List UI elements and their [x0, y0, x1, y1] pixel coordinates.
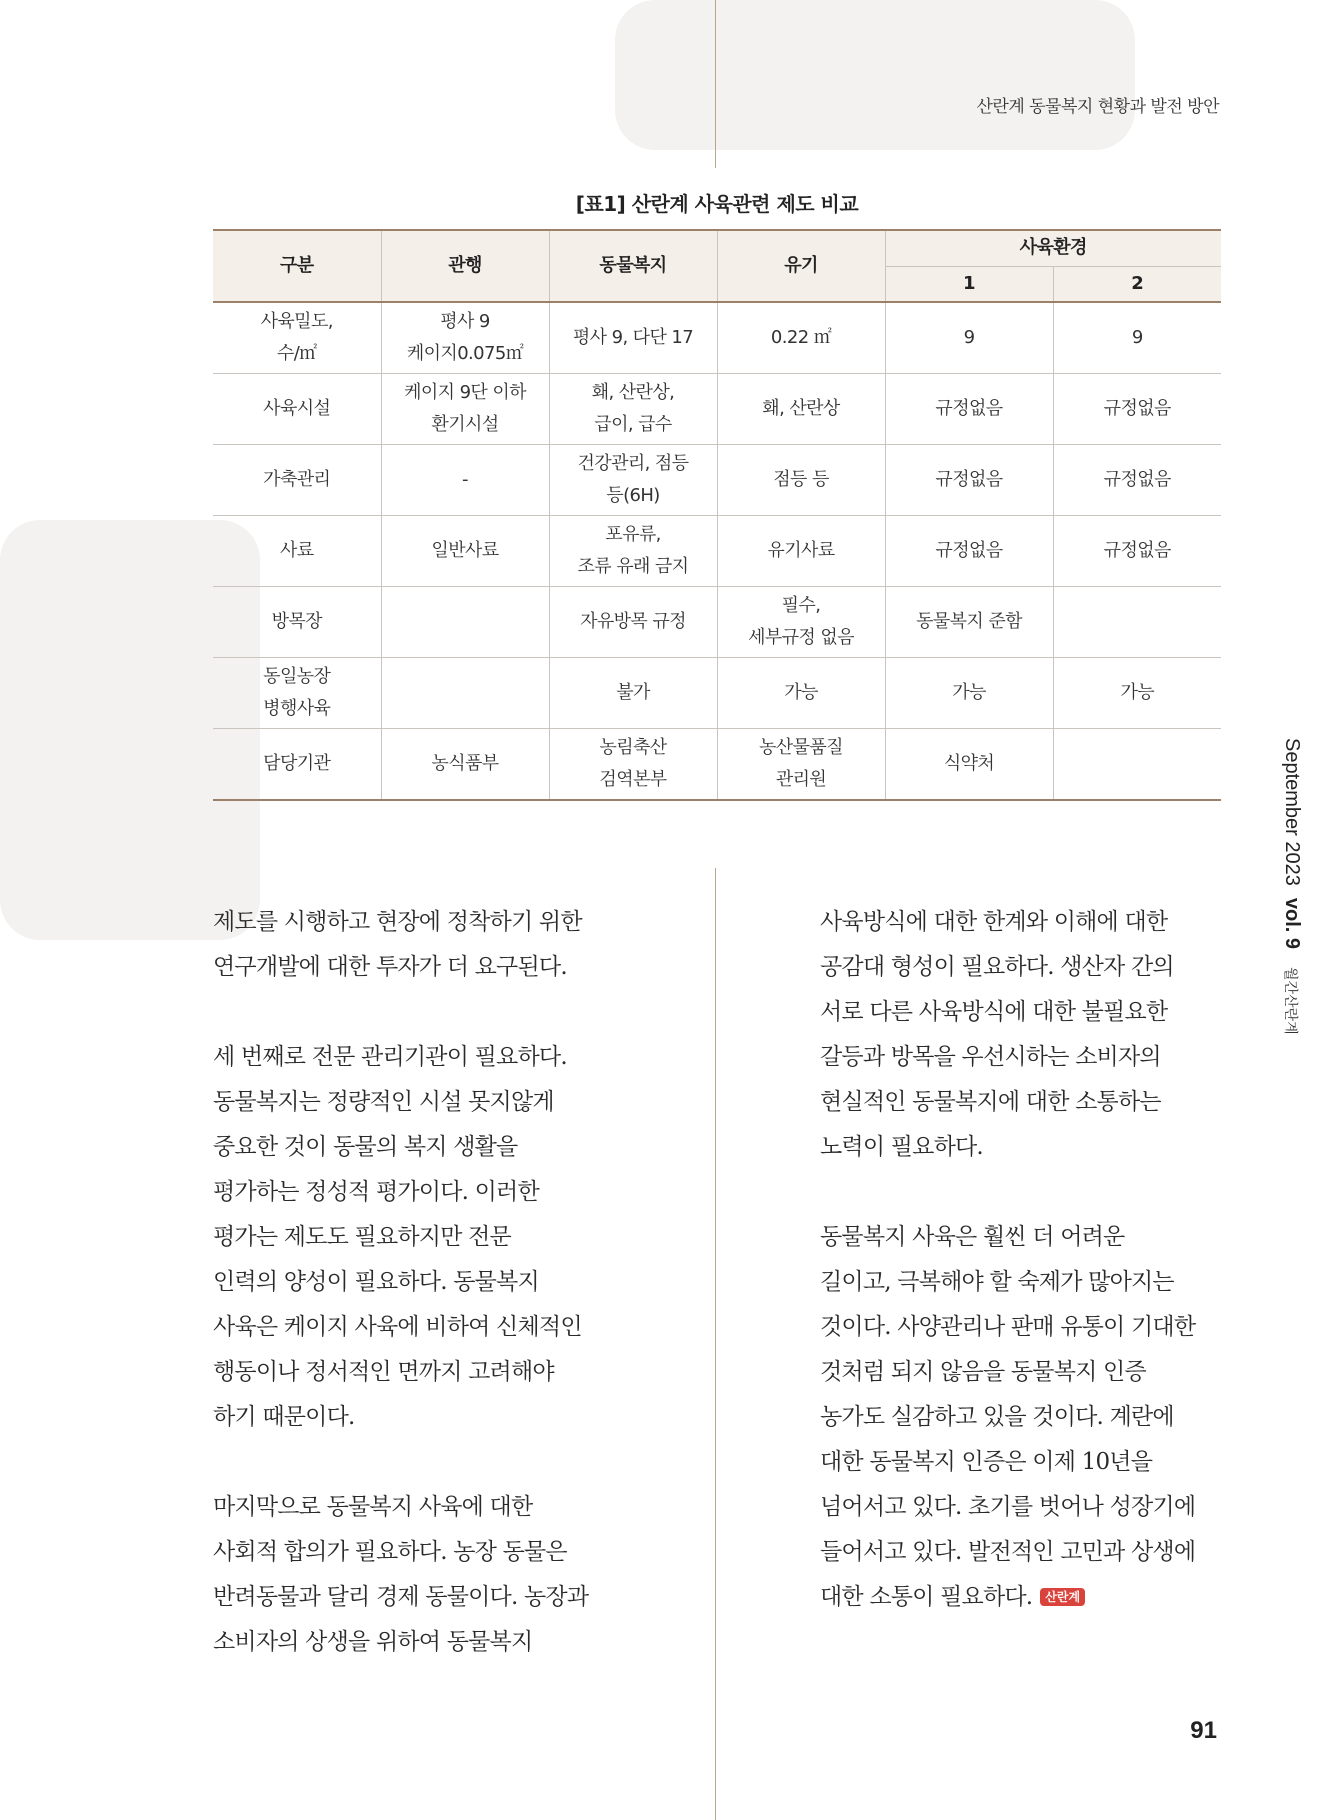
- text-line-content: 들어서고 있다. 발전적인 고민과 상생에: [820, 1539, 1196, 1565]
- text-line-content: 서로 다른 사육방식에 대한 불필요한: [820, 999, 1168, 1025]
- text-line: [820, 1080, 1250, 1125]
- table-cell-text: 사육밀도,: [260, 311, 333, 332]
- top-divider-line: [715, 0, 716, 168]
- table-cell-text: -: [462, 469, 468, 490]
- table-cell-text: 가능: [784, 682, 818, 703]
- text-line-content: 중요한 것이 동물의 복지 생활을: [213, 1134, 518, 1160]
- text-line-content: 제도를 시행하고 현장에 정착하기 위한: [213, 909, 582, 935]
- table-row: [213, 374, 1221, 445]
- text-line: [213, 1530, 643, 1575]
- issue-volume: vol. 9: [1281, 897, 1303, 950]
- text-line: [213, 1080, 643, 1125]
- table-cell: [1053, 516, 1221, 587]
- text-line: [820, 1395, 1250, 1440]
- text-line: [820, 990, 1250, 1035]
- table-cell: [885, 374, 1053, 445]
- text-line: [213, 1305, 643, 1350]
- text-line: [820, 1215, 1250, 1260]
- table-row: [213, 658, 1221, 729]
- table-cell-text: 병행사육: [263, 698, 331, 719]
- table-cell: [549, 658, 717, 729]
- table-cell: [381, 516, 549, 587]
- table-caption: [표1] 산란계 사육관련 제도 비교: [575, 192, 859, 216]
- text-line: [213, 1575, 643, 1620]
- text-line: [820, 1530, 1250, 1575]
- table-cell-text: 점등 등: [773, 469, 829, 490]
- table-cell-text: 규정없음: [1103, 469, 1171, 490]
- table-cell-text: 사료: [279, 540, 314, 561]
- table-cell-text: 방목장: [271, 611, 322, 632]
- table-cell-text: 수/㎡: [276, 343, 317, 364]
- header-animal-welfare: 동물복지: [549, 230, 717, 302]
- text-line-content: 노력이 필요하다.: [820, 1134, 983, 1160]
- table-cell-text: 일반사료: [431, 540, 499, 561]
- text-line: [213, 1215, 643, 1260]
- table-cell-text: 0.22 ㎡: [770, 327, 832, 348]
- table-cell: [885, 729, 1053, 801]
- text-line: [820, 1035, 1250, 1080]
- text-line-content: 세 번째로 전문 관리기관이 필요하다.: [213, 1044, 567, 1070]
- background-shape-top: [615, 0, 1135, 150]
- table-cell-text: 등(6H): [606, 485, 660, 506]
- table-cell-text: 유기사료: [767, 540, 835, 561]
- table-cell: [213, 729, 381, 801]
- table-cell: [549, 445, 717, 516]
- table-cell: [717, 729, 885, 801]
- table-cell: [381, 445, 549, 516]
- table-cell: [213, 445, 381, 516]
- table-cell: [381, 374, 549, 445]
- text-line-content: 반려동물과 달리 경제 동물이다. 농장과: [213, 1584, 589, 1610]
- table-cell-text: 농산물품질: [759, 737, 843, 758]
- table-cell: [1053, 445, 1221, 516]
- text-line: [213, 1395, 643, 1440]
- paragraph: [820, 900, 1250, 1170]
- table-cell-text: 가능: [952, 682, 986, 703]
- table-cell-text: 세부규정 없음: [748, 627, 854, 648]
- text-line: [213, 1620, 643, 1665]
- table-cell-text: 규정없음: [935, 469, 1003, 490]
- text-line-content: 평가하는 정성적 평가이다. 이러한: [213, 1179, 539, 1205]
- table-cell-text: 사육시설: [263, 398, 331, 419]
- text-line-content: 대한 소통이 필요하다.: [820, 1584, 1033, 1610]
- table-cell-text: 케이지 9단 이하: [404, 382, 526, 403]
- table-cell: [717, 658, 885, 729]
- table-cell: [381, 302, 549, 374]
- text-line: [820, 900, 1250, 945]
- table-cell: [1053, 658, 1221, 729]
- table-cell-text: 규정없음: [935, 540, 1003, 561]
- table-cell-text: 관리원: [775, 769, 827, 790]
- table-cell-text: 가능: [1120, 682, 1155, 703]
- table-cell-text: 자유방목 규정: [580, 611, 686, 632]
- table-cell-text: 홰, 산란상,: [591, 382, 675, 403]
- text-line-content: 현실적인 동물복지에 대한 소통하는: [820, 1089, 1161, 1115]
- table-cell-text: 농식품부: [431, 753, 499, 774]
- table-cell-text: 9: [963, 327, 975, 348]
- running-header: 산란계 동물복지 현황과 발전 방안: [976, 97, 1219, 117]
- text-line: [820, 1260, 1250, 1305]
- text-line: [820, 1125, 1250, 1170]
- table-cell: [549, 374, 717, 445]
- text-line: [213, 1035, 643, 1080]
- text-line-content: 인력의 양성이 필요하다. 동물복지: [213, 1269, 539, 1295]
- table-cell-text: 규정없음: [1103, 398, 1171, 419]
- table-cell-text: 건강관리, 점등: [577, 453, 689, 474]
- table-cell-text: 식약처: [943, 753, 995, 774]
- table-cell: [717, 374, 885, 445]
- header-environment-1: 1: [885, 266, 1053, 302]
- header-conventional: 관행: [381, 230, 549, 302]
- paragraph: [213, 1485, 643, 1665]
- table-cell-text: 평사 9, 다단 17: [572, 327, 694, 348]
- article-end-badge: 산란계: [1040, 1588, 1085, 1606]
- table-cell-text: 필수,: [781, 595, 821, 616]
- text-line-content: 행동이나 정서적인 면까지 고려해야: [213, 1359, 554, 1385]
- table-row: [213, 516, 1221, 587]
- text-line-content: 하기 때문이다.: [213, 1404, 355, 1430]
- header-environment-2: 2: [1053, 266, 1221, 302]
- paragraph: [820, 1215, 1250, 1620]
- issue-date: September 2023: [1281, 738, 1303, 886]
- table-cell: [717, 516, 885, 587]
- text-line-content: 넘어서고 있다. 초기를 벗어나 성장기에: [820, 1494, 1196, 1520]
- table-cell: [381, 658, 549, 729]
- table-cell-text: 동물복지 준함: [916, 611, 1022, 632]
- table-cell: [1053, 729, 1221, 801]
- paragraph: [213, 900, 643, 990]
- table-cell: [1053, 374, 1221, 445]
- text-line: [213, 900, 643, 945]
- table-cell-text: 포유류,: [605, 524, 661, 545]
- table-cell: [549, 587, 717, 658]
- table-cell-text: 규정없음: [1103, 540, 1171, 561]
- table-cell: [717, 445, 885, 516]
- page-number: 91: [1190, 1717, 1217, 1744]
- table-cell: [549, 729, 717, 801]
- table-cell: [549, 516, 717, 587]
- header-environment-group: 사육환경: [885, 230, 1221, 266]
- table-cell-text: 홰, 산란상: [762, 398, 840, 419]
- text-line: [820, 1350, 1250, 1395]
- text-line: [213, 945, 643, 990]
- table-cell: [213, 302, 381, 374]
- text-line-content: 동물복지 사육은 훨씬 더 어려운: [820, 1224, 1125, 1250]
- text-line: [820, 945, 1250, 990]
- table-cell-text: 가축관리: [263, 469, 331, 490]
- table-cell: [885, 445, 1053, 516]
- table-cell: [717, 587, 885, 658]
- text-line-content: 것이다. 사양관리나 판매 유통이 기대한: [820, 1314, 1196, 1340]
- body-column-left: [213, 900, 643, 1710]
- table-cell: [381, 729, 549, 801]
- table-cell: [549, 302, 717, 374]
- text-line: [213, 1485, 643, 1530]
- text-line-content: 농가도 실감하고 있을 것이다. 계란에: [820, 1404, 1174, 1430]
- text-line-content: 사육방식에 대한 한계와 이해에 대한: [820, 909, 1168, 935]
- table-cell: [213, 658, 381, 729]
- table-cell: [381, 587, 549, 658]
- table-cell-text: 조류 유래 금지: [577, 556, 689, 577]
- table-cell-text: 농림축산: [599, 737, 667, 758]
- table-cell: [885, 658, 1053, 729]
- header-organic: 유기: [717, 230, 885, 302]
- table-cell: [1053, 302, 1221, 374]
- text-line-content: 동물복지는 정량적인 시설 못지않게: [213, 1089, 554, 1115]
- text-line: [820, 1305, 1250, 1350]
- table-cell-text: 규정없음: [935, 398, 1003, 419]
- magazine-name: 월간산란계: [1283, 967, 1299, 1035]
- text-line-content: 소비자의 상생을 위하여 동물복지: [213, 1629, 533, 1655]
- text-line-content: 공감대 형성이 필요하다. 생산자 간의: [820, 954, 1174, 980]
- table-cell: [1053, 587, 1221, 658]
- table-cell: [885, 587, 1053, 658]
- table-cell: [213, 516, 381, 587]
- text-line-content: 것처럼 되지 않음을 동물복지 인증: [820, 1359, 1146, 1385]
- table-row: [213, 729, 1221, 801]
- body-column-right: [820, 900, 1250, 1665]
- text-line: [213, 1125, 643, 1170]
- table-cell-text: 불가: [616, 682, 650, 703]
- table-row: [213, 445, 1221, 516]
- table-cell: [717, 302, 885, 374]
- policy-comparison-table: [213, 229, 1221, 801]
- table-cell: [213, 374, 381, 445]
- table-body: [213, 302, 1221, 800]
- text-line: [820, 1440, 1250, 1485]
- text-line-content: 연구개발에 대한 투자가 더 요구된다.: [213, 954, 567, 980]
- text-line-content: 길이고, 극복해야 할 숙제가 많아지는: [820, 1269, 1174, 1295]
- text-line: [213, 1260, 643, 1305]
- table-cell: [885, 302, 1053, 374]
- table-cell-text: 케이지0.075㎡: [406, 343, 524, 364]
- text-line: [820, 1485, 1250, 1530]
- table-cell-text: 급이, 급수: [594, 414, 672, 435]
- table-cell-text: 동일농장: [263, 666, 331, 687]
- text-line-content: 갈등과 방목을 우선시하는 소비자의: [820, 1044, 1161, 1070]
- text-line-content: 대한 동물복지 인증은 이제 10년을: [820, 1449, 1153, 1475]
- header-category: 구분: [213, 230, 381, 302]
- table-row: [213, 587, 1221, 658]
- column-divider-line: [715, 868, 716, 1820]
- table-cell-text: 평사 9: [440, 311, 490, 332]
- text-line-content: 평가는 제도도 필요하지만 전문: [213, 1224, 511, 1250]
- table-cell: [885, 516, 1053, 587]
- text-line-content: 사회적 합의가 필요하다. 농장 동물은: [213, 1539, 567, 1565]
- table-cell-text: 검역본부: [599, 769, 667, 790]
- text-line: [213, 1170, 643, 1215]
- table-cell-text: 담당기관: [263, 753, 331, 774]
- table-cell-text: 9: [1131, 327, 1143, 348]
- table-row: [213, 302, 1221, 374]
- side-issue-label: [1275, 738, 1303, 1038]
- table-cell: [213, 587, 381, 658]
- paragraph: [213, 1035, 643, 1440]
- text-line: [213, 1350, 643, 1395]
- text-line-content: 사육은 케이지 사육에 비하여 신체적인: [213, 1314, 582, 1340]
- text-line-content: 마지막으로 동물복지 사육에 대한: [213, 1494, 533, 1520]
- table-cell-text: 환기시설: [431, 414, 499, 435]
- text-line: [820, 1575, 1250, 1620]
